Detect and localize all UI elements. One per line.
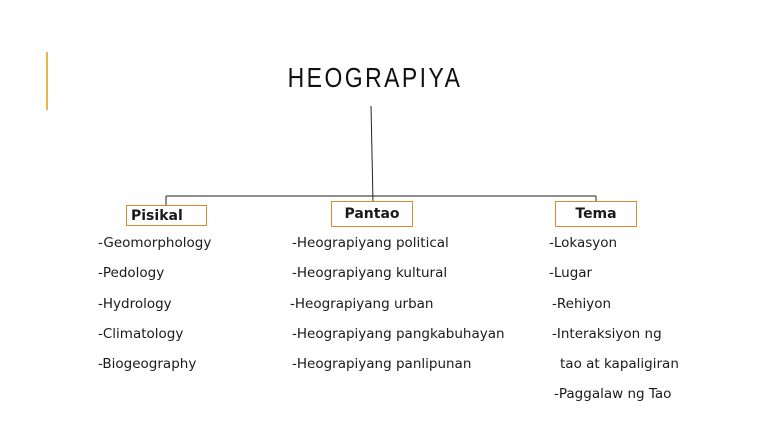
list-item: -Heograpiyang political — [292, 235, 449, 251]
branch-box-tema: Tema — [555, 201, 637, 227]
list-item: -Pedology — [98, 265, 165, 281]
list-item: -Biogeography — [98, 356, 197, 372]
trunk-line — [371, 106, 373, 202]
list-item: -Heograpiyang pangkabuhayan — [292, 326, 505, 342]
branch-box-pantao: Pantao — [331, 201, 413, 227]
list-item: -Climatology — [98, 326, 184, 342]
list-item: -Hydrology — [98, 296, 172, 312]
branch-box-pisikal: Pisikal — [126, 205, 207, 226]
list-item: -Lokasyon — [549, 235, 618, 251]
list-item: -Heograpiyang urban — [290, 296, 434, 312]
list-item: -Heograpiyang panlipunan — [292, 356, 472, 372]
list-item: -Rehiyon — [552, 296, 612, 312]
list-item: -Geomorphology — [98, 235, 212, 251]
list-item: -Heograpiyang kultural — [292, 265, 448, 281]
list-item: -Interaksiyon ng — [552, 326, 662, 342]
list-item: -Paggalaw ng Tao — [554, 386, 672, 402]
list-item: tao at kapaligiran — [560, 356, 679, 372]
diagram-title: HEOGRAPIYA — [287, 62, 463, 93]
list-item: -Lugar — [549, 265, 593, 281]
